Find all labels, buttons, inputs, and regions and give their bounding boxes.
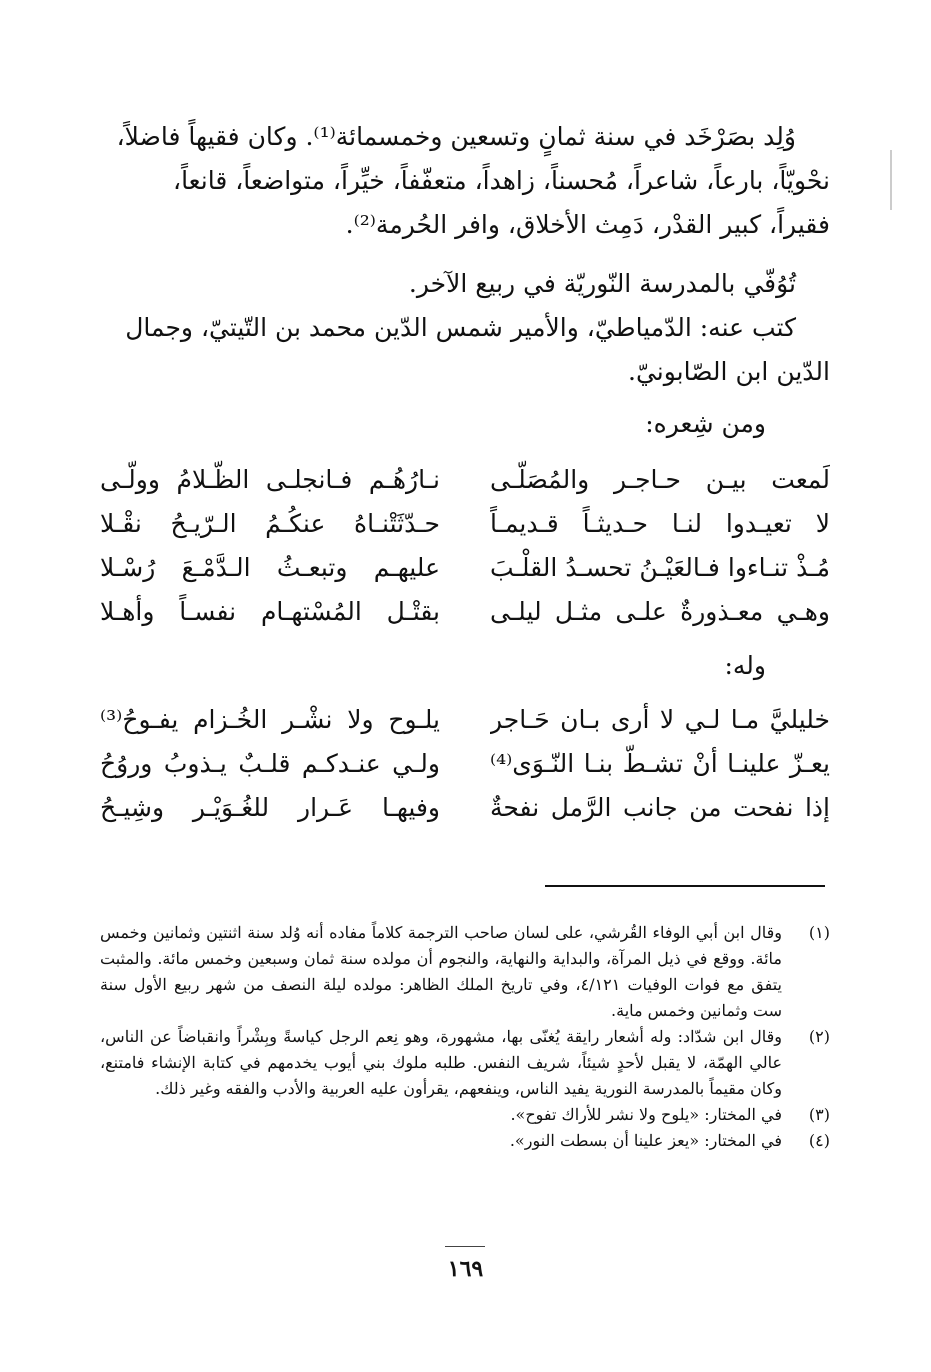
footnotes: [100, 920, 830, 1154]
verse-second-hemistich: يلـوح ولا نشْـر الخُـزام يفـوحُ⁽³⁾: [100, 705, 440, 734]
intro-line-2: نحْويّاً، بارعاً، شاعراً، مُحسناً، زاهداً، متعفّفاً، خيِّراً، متواضعاً، قانعاً،: [173, 166, 830, 195]
footnote-text: وقال ابن شدّاد: وله أشعار رايقة يُغنّى بها، مشهورة، وهو نِعم الرجل كياسةً وبِشْراً وانقباضاً عن الناس، عالي الهمّة، لا يقبل لأحدٍ شيئاً، شريف النفس. طلبه ملوك بني أيوب يخدمهم في كتابة الإنشاء فامتنع، وكان مقيماً بالمدرسة النورية يفيد الناس، وينفعهم، يقرأون عليه العربية والأدب والفقه وغير ذلك.: [100, 1027, 782, 1098]
footnote-separator: [545, 885, 825, 887]
footnote-text: وقال ابن أبي الوفاء القُرشي، على لسان صاحب الترجمة كلاماً مفاده أنه وُلد سنة اثنتين وثمانين وخمس مائة. ووقع في ذيل المرآة، والبداية والنهاية، والنجوم أن مولده سنة ثمان وسبعين وخمس مائة. والمثبت يتفق مع فوات الوفيات ٤/١٢١، وفي تاريخ الملك الظاهر: مولده ليلة النصف من شهر ربيع الأول سنة ست وثمانين وخمس ماية.: [100, 923, 782, 1020]
poem-1: [100, 458, 830, 634]
footnote-number: (٢): [808, 1027, 830, 1046]
intro-paragraph: [100, 115, 830, 247]
verse-line: [100, 786, 830, 830]
verse-line: [100, 590, 830, 634]
footnote: [100, 1128, 830, 1154]
verse-second-hemistich: نـارُهُـم فـانجلـى الظّـلامُ وولّـى: [100, 465, 440, 494]
footnote: [100, 1102, 830, 1128]
students-line-2: الدّين ابن الصّابونيّ.: [628, 357, 830, 386]
footnote-text: في المختار: «يعز علينا أن بسطت النور».: [509, 1131, 782, 1150]
footnote: [100, 920, 830, 1024]
footnote-number: (٤): [808, 1131, 830, 1150]
margin-mark: [890, 150, 892, 210]
verse-first-hemistich: إذا نفحت من جانب الرَّمل نفحةٌ: [490, 793, 830, 822]
verse-first-hemistich: وهـي معـذورةٌ علـى مثـل ليلـى: [490, 597, 830, 626]
intro-line-3: فقيراً، كبير القدْر، دَمِث الأخلاق، وافر الحُرمة⁽²⁾.: [345, 210, 830, 239]
verse-first-hemistich: مُـذْ تنـاءوا فـالعَيْـنُ تحسـدُ القلْـبَ: [490, 553, 830, 582]
footnote-number: (١): [808, 923, 830, 942]
page-number-rule: [445, 1246, 485, 1247]
footnote-number: (٣): [808, 1105, 830, 1124]
verse-second-hemistich: بقتْـل المُسْتهـام نفسـاً وأهـلا: [100, 597, 440, 626]
verse-line: [100, 458, 830, 502]
students-paragraph: [100, 306, 830, 394]
death-paragraph: [100, 262, 830, 306]
verse-line: [100, 502, 830, 546]
intro-line-1: وُلِد بصَرْخَد في سنة ثمانٍ وتسعين وخمسمائة⁽¹⁾. وكان فقيهاً فاضلاً،: [116, 122, 796, 151]
students-line-1: كتب عنه: الدّمياطيّ، والأمير شمس الدّين محمد بن التّيتيّ، وجمال: [125, 313, 796, 342]
footnote: [100, 1024, 830, 1102]
verse-second-hemistich: ولـي عنـدكـم قلـبٌ يـذوبُ وروُحُ: [100, 749, 440, 778]
verse-first-hemistich: خليليَّ مـا لـي لا أرى بـان حَـاجر: [490, 705, 830, 734]
poem-2-heading: وله:: [724, 651, 766, 680]
verse-first-hemistich: لَمعت بيـن حـاجـر والمُصَلّـى: [490, 465, 830, 494]
verse-line: [100, 546, 830, 590]
verse-second-hemistich: حـدّثَتْنـاهُ عنكُـمُ الـرّيـحُ نقْـلا: [100, 509, 440, 538]
page-number: ١٦٩: [447, 1256, 484, 1282]
verse-line: [100, 698, 830, 742]
verse-first-hemistich: يعـزّ علينـا أنْ تشـطّ بنـا النّـوَى⁽⁴⁾: [490, 749, 830, 778]
footnote-text: في المختار: «يلوح ولا نشر للأراك تفوح».: [510, 1105, 782, 1124]
verse-second-hemistich: عليهـم وتبعـثُ الـدَّمْـعَ رُسْـلا: [100, 553, 440, 582]
verse-line: [100, 742, 830, 786]
poem-1-heading: ومن شِعره:: [645, 409, 766, 438]
verse-second-hemistich: وفيهـا عَـرار للغُـوَيْـر وشِيـحُ: [100, 793, 440, 822]
poem-2: [100, 698, 830, 830]
death-line: تُوُفّي بالمدرسة النّوريّة في ربيع الآخر.: [408, 269, 796, 298]
verse-first-hemistich: لا تعيـدوا لنـا حـديثـاً قـديمـاً: [490, 509, 830, 538]
